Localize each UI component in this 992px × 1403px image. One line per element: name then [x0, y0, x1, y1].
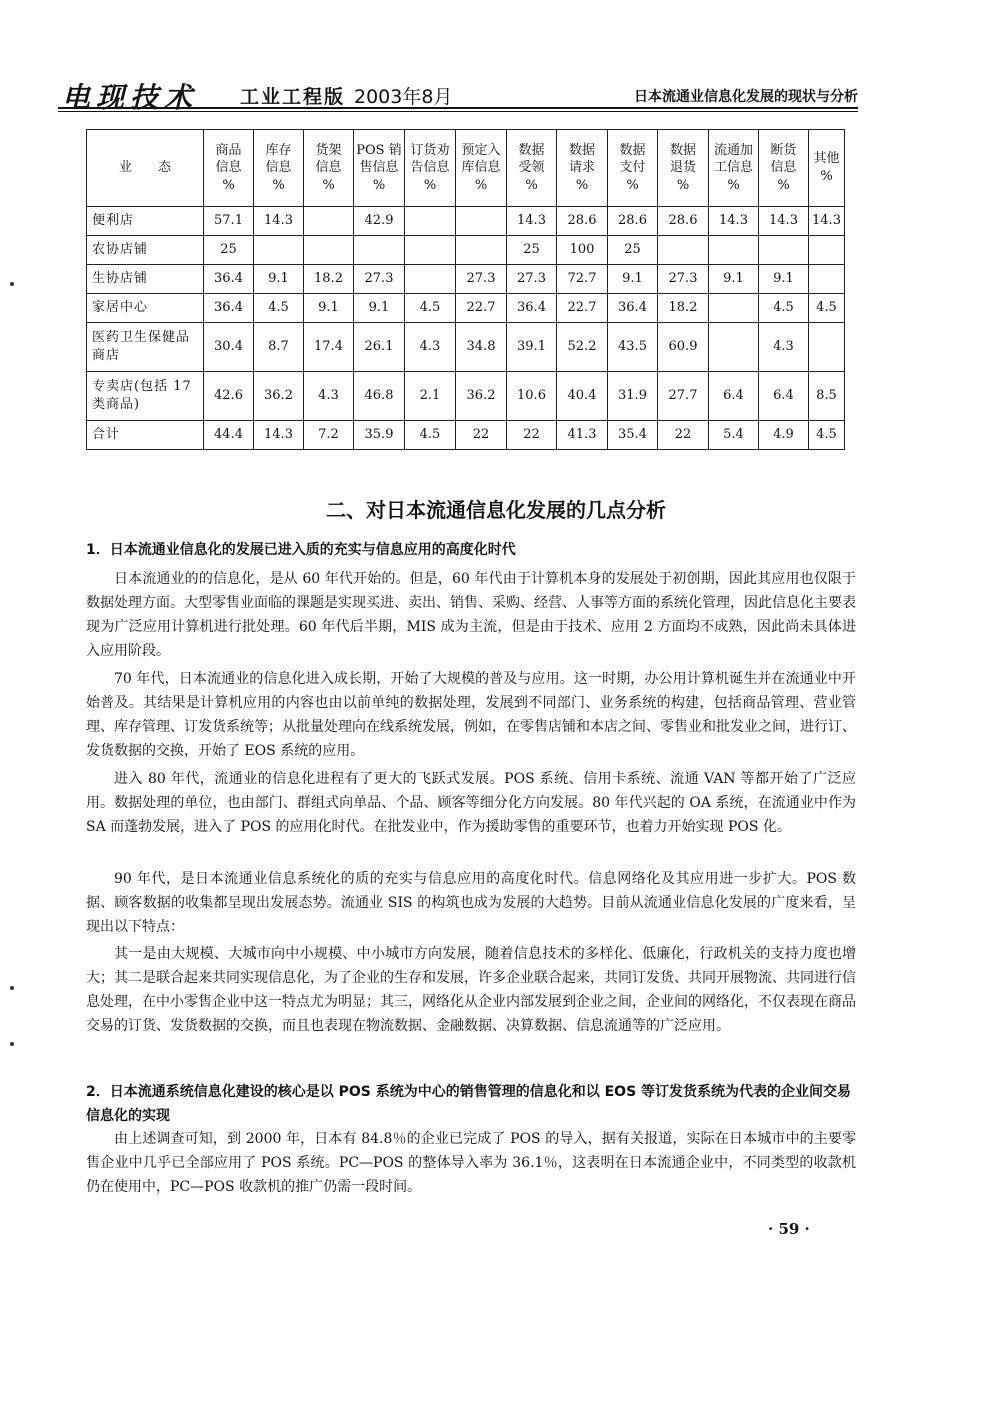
column-header-line: 支付 [619, 160, 646, 176]
body-paragraph: 90 年代，是日本流通业信息系统化的质的充实与信息应用的高度化时代。信息网络化及其应用进一步扩大。POS 数据、顾客数据的收集都呈现出发展态势。流通业 SIS 的构筑也成为发展的大趋势。目前从流通业信息化发展的广度来看，呈现出以下特点： [86, 871, 856, 935]
body-paragraph: 70 年代，日本流通业的信息化进入成长期，开始了大规模的普及与应用。这一时期，办公用计算机诞生并在流通业中开始普及。其结果是计算机应用的内容也由以前单纯的数据处理，发展到不同部门、业务系统的构建，包括商品管理、营业管理、库存管理、订发货系统等；从批量处理向在线系统发展，例如，在零售店铺和本店之间、零售业和批发业之间，进行订、发货数据的交换，开始了 EOS 系统的应用。 [86, 671, 856, 759]
table-row [87, 323, 845, 372]
table-cell [254, 236, 304, 265]
table-cell: 14.3 [759, 207, 809, 236]
column-header-line: % [820, 169, 833, 184]
table-cell: 42.9 [354, 207, 405, 236]
column-header-line: % [626, 177, 639, 193]
column-header-line: 信息 [215, 160, 242, 176]
table-row [87, 265, 845, 294]
table-cell: 14.3 [254, 421, 304, 450]
column-header [204, 130, 254, 207]
table-cell: 60.9 [658, 323, 709, 372]
table-cell: 27.3 [507, 265, 557, 294]
table-cell: 18.2 [658, 294, 709, 323]
column-header-line: 订货劝 [410, 142, 450, 158]
table-cell: 72.7 [557, 265, 608, 294]
table-cell: 41.3 [557, 421, 608, 450]
column-header-line: 断货 [770, 142, 797, 158]
column-header [658, 130, 709, 207]
table-cell: 2.1 [405, 372, 456, 421]
column-header [254, 130, 304, 207]
table-cell [709, 323, 759, 372]
column-header-line: 预定入 [461, 142, 501, 158]
column-header-line: 数据 [619, 142, 646, 158]
table-cell: 25 [204, 236, 254, 265]
table-cell: 22.7 [557, 294, 608, 323]
column-header-category [87, 130, 204, 207]
table-cell [709, 294, 759, 323]
table-cell: 36.4 [204, 294, 254, 323]
table-cell [304, 236, 354, 265]
table-cell: 4.9 [759, 421, 809, 450]
table-header-row [87, 130, 845, 207]
column-header [354, 130, 405, 207]
column-header-line: POS 销 [356, 142, 402, 158]
table-cell: 8.7 [254, 323, 304, 372]
table-cell [759, 236, 809, 265]
table-cell: 22 [658, 421, 709, 450]
table-cell: 26.1 [354, 323, 405, 372]
table-cell: 39.1 [507, 323, 557, 372]
column-header-line: 货架 [315, 142, 342, 158]
margin-mark [10, 986, 14, 990]
column-header-line: 数据 [568, 142, 595, 158]
body-paragraph: 进入 80 年代，流通业的信息化进程有了更大的飞跃式发展。POS 系统、信用卡系统、流通 VAN 等都开始了广泛应用。数据处理的单位，也由部门、群组式向单品、个品、顾客等细分化方向发展。80 年代兴起的 OA 系统，在流通业中作为 SA 而蓬勃发展，进入了 POS 的应用化时代。在批发业中，作为援助零售的重要环节，也着力开始实现 POS 化。 [86, 771, 856, 835]
table-cell: 6.4 [759, 372, 809, 421]
table-cell [809, 323, 845, 372]
table-cell: 42.6 [204, 372, 254, 421]
column-header-line: % [777, 177, 790, 193]
body-paragraph: 其一是由大规模、大城市向中小规模、中小城市方向发展，随着信息技术的多样化、低廉化，行政机关的支持力度也增大；其二是联合起来共同实现信息化，为了企业的生存和发展，许多企业联合起来，共同订发货、共同开展物流、共同进行信息处理，在中小零售企业中这一特点尤为明显；其三，网络化从企业内部发展到企业之间，企业间的网络化，不仅表现在商品交易的订货、发货数据的交换，而且也表现在物流数据、金融数据、决算数据、信息流通等的广泛应用。 [86, 946, 856, 1034]
table-cell [809, 265, 845, 294]
table-cell: 4.5 [809, 421, 845, 450]
column-header-line: 其他 [813, 151, 840, 167]
table-cell: 25 [507, 236, 557, 265]
table-row [87, 372, 845, 421]
table-cell: 9.1 [254, 265, 304, 294]
table-cell: 36.4 [608, 294, 658, 323]
table-cell: 14.3 [254, 207, 304, 236]
column-header-line: 工信息 [713, 160, 753, 176]
column-header [809, 130, 845, 207]
table-row [87, 236, 845, 265]
table-cell [709, 236, 759, 265]
column-header [456, 130, 507, 207]
margin-mark [10, 282, 14, 286]
column-header-line: % [575, 177, 589, 193]
table-cell: 52.2 [557, 323, 608, 372]
table-cell: 9.1 [608, 265, 658, 294]
column-header-line: 信息 [770, 160, 797, 176]
table-cell: 17.4 [304, 323, 354, 372]
header-rule [58, 107, 858, 112]
row-label: 生协店铺 [87, 265, 204, 294]
table-body [87, 207, 845, 450]
table-cell: 14.3 [709, 207, 759, 236]
table-cell [809, 236, 845, 265]
table-cell [405, 265, 456, 294]
table-cell [304, 207, 354, 236]
row-label: 农协店铺 [87, 236, 204, 265]
table-cell: 22.7 [456, 294, 507, 323]
table-cell: 9.1 [354, 294, 405, 323]
table-cell: 4.3 [759, 323, 809, 372]
table-cell: 7.2 [304, 421, 354, 450]
running-title: 日本流通业信息化发展的现状与分析 [634, 89, 858, 105]
table-cell: 27.3 [456, 265, 507, 294]
column-header-line: % [676, 177, 690, 193]
column-header-line: % [423, 177, 437, 193]
table-cell: 35.9 [354, 421, 405, 450]
table-row [87, 421, 845, 450]
table-cell: 28.6 [557, 207, 608, 236]
column-header-line: 数据 [518, 142, 545, 158]
page-header [62, 76, 858, 114]
table-cell: 31.9 [608, 372, 658, 421]
column-header-line: 告信息 [410, 160, 450, 176]
table-cell: 27.3 [658, 265, 709, 294]
table-cell [456, 207, 507, 236]
margin-mark [10, 1042, 14, 1046]
column-header [405, 130, 456, 207]
table-cell: 36.4 [204, 265, 254, 294]
table-cell [405, 207, 456, 236]
column-header-line: % [322, 177, 335, 193]
table-cell: 14.3 [507, 207, 557, 236]
row-label: 合计 [87, 421, 204, 450]
column-header [608, 130, 658, 207]
table-cell: 34.8 [456, 323, 507, 372]
table-cell: 100 [557, 236, 608, 265]
page-number: · 59 · [768, 1220, 810, 1238]
subsection-heading-1: 1．日本流通业信息化的发展已进入质的充实与信息应用的高度化时代 [86, 542, 516, 558]
table-cell: 28.6 [608, 207, 658, 236]
table-cell: 30.4 [204, 323, 254, 372]
table-cell: 36.4 [507, 294, 557, 323]
column-header [709, 130, 759, 207]
column-header-line: % [372, 177, 386, 193]
row-label: 专卖店(包括 17 类商品) [87, 372, 204, 421]
column-header-line: 请求 [568, 160, 595, 176]
table-cell: 14.3 [809, 207, 845, 236]
table-header [87, 130, 845, 207]
column-header-line: % [222, 177, 235, 193]
row-label: 家居中心 [87, 294, 204, 323]
table-row [87, 294, 845, 323]
column-header-line: 业 态 [118, 160, 171, 176]
survey-table [86, 129, 845, 450]
table-cell: 4.5 [254, 294, 304, 323]
table-cell: 28.6 [658, 207, 709, 236]
body-paragraph: 由上述调查可知，到 2000 年，日本有 84.8％的企业已完成了 POS 的导入，据有关报道，实际在日本城市中的主要零售企业中几乎已全部应用了 POS 系统。PC—POS 的整体导入率为 36.1％，这表明在日本流通企业中，不同类型的收款机仍在使用中，PC—POS 收款机的推广仍需一段时间。 [86, 1131, 856, 1195]
table-cell: 43.5 [608, 323, 658, 372]
table-cell: 6.4 [709, 372, 759, 421]
row-label: 便利店 [87, 207, 204, 236]
table-cell: 35.4 [608, 421, 658, 450]
table-cell: 4.5 [405, 294, 456, 323]
column-header-line: 库存 [265, 142, 292, 158]
table-cell: 18.2 [304, 265, 354, 294]
journal-edition: 工业工程版 [240, 86, 346, 108]
column-header-line: % [727, 177, 740, 193]
row-label: 医药卫生保健品商店 [87, 323, 204, 372]
column-header-line: 流通加 [713, 142, 753, 158]
journal-name: 电现技术 [62, 81, 199, 114]
journal-date: 2003年8月 [354, 86, 453, 108]
table-cell: 4.5 [405, 421, 456, 450]
column-header-line: 库信息 [461, 160, 501, 176]
table-cell: 9.1 [759, 265, 809, 294]
table-cell [405, 236, 456, 265]
table-cell: 57.1 [204, 207, 254, 236]
table-cell: 10.6 [507, 372, 557, 421]
table-cell: 27.7 [658, 372, 709, 421]
table-cell: 4.5 [809, 294, 845, 323]
table-cell: 36.2 [254, 372, 304, 421]
section-title: 二、对日本流通信息化发展的几点分析 [326, 498, 666, 522]
body-paragraph: 日本流通业的的信息化，是从 60 年代开始的。但是，60 年代由于计算机本身的发展处于初创期，因此其应用也仅限于数据处理方面。大型零售业面临的课题是实现买进、卖出、销售、采购、经营、人事等方面的系统化管理，因此信息化主要表现为广泛应用计算机进行批处理。60 年代后半期，MIS 成为主流，但是由于技术、应用 2 方面均不成熟，因此尚未具体进入应用阶段。 [86, 571, 856, 659]
table-cell: 4.3 [304, 372, 354, 421]
table-cell: 4.3 [405, 323, 456, 372]
table-cell [456, 236, 507, 265]
table-row [87, 207, 845, 236]
subsection-heading-2: 2．日本流通系统信息化建设的核心是以 POS 系统为中心的销售管理的信息化和以 EOS 等订发货系统为代表的企业间交易信息化的实现 [86, 1084, 852, 1124]
table-cell: 25 [608, 236, 658, 265]
table-cell: 46.8 [354, 372, 405, 421]
table-cell: 5.4 [709, 421, 759, 450]
table-cell [658, 236, 709, 265]
table-cell: 27.3 [354, 265, 405, 294]
column-header [304, 130, 354, 207]
table-cell: 4.5 [759, 294, 809, 323]
table-cell: 9.1 [709, 265, 759, 294]
table-cell: 36.2 [456, 372, 507, 421]
column-header [507, 130, 557, 207]
table-cell: 8.5 [809, 372, 845, 421]
column-header-line: % [525, 177, 538, 193]
column-header-line: % [272, 177, 285, 193]
table-cell [354, 236, 405, 265]
column-header-line: 信息 [315, 160, 342, 176]
table-cell: 22 [456, 421, 507, 450]
column-header-line: % [474, 177, 488, 193]
column-header [759, 130, 809, 207]
table-cell: 9.1 [304, 294, 354, 323]
column-header-line: 退货 [669, 160, 696, 176]
column-header-line: 数据 [669, 142, 696, 158]
table-cell: 40.4 [557, 372, 608, 421]
column-header-line: 信息 [265, 160, 292, 176]
column-header-line: 售信息 [359, 160, 399, 176]
column-header-line: 商品 [215, 142, 242, 158]
column-header-line: 受领 [518, 160, 545, 176]
table-cell: 44.4 [204, 421, 254, 450]
column-header [557, 130, 608, 207]
table-cell: 22 [507, 421, 557, 450]
